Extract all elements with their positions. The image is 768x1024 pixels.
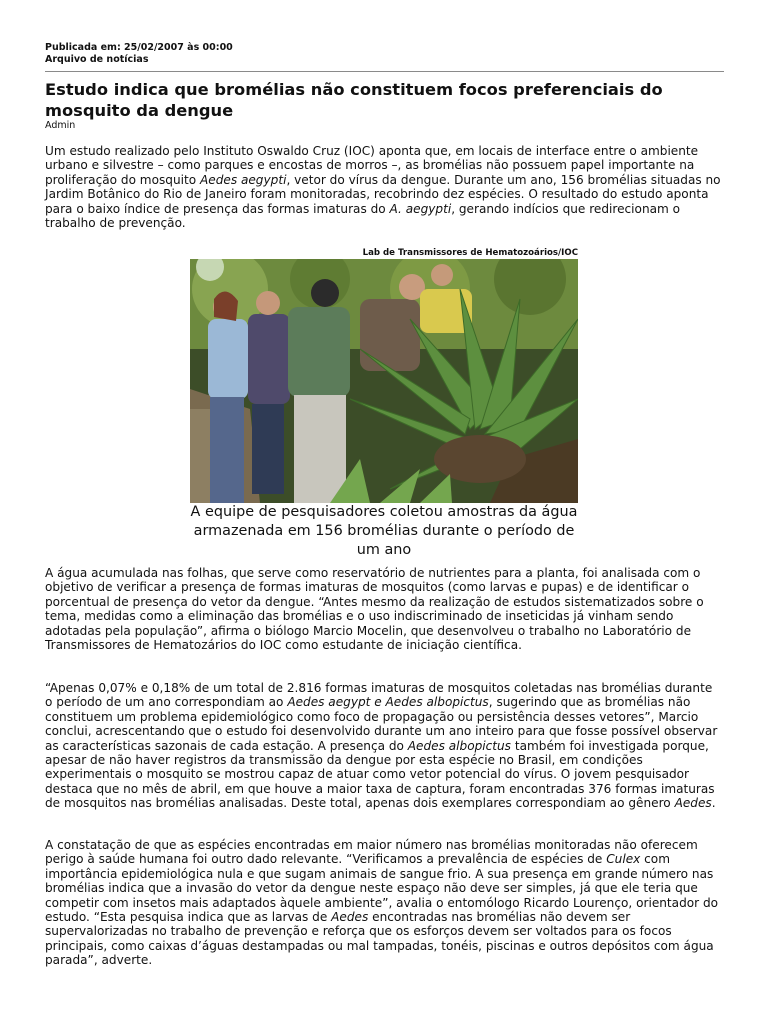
- paragraph-2: A água acumulada nas folhas, que serve como reservatório de nutrientes para a planta, foi analisada com o objetivo de verificar a presença de formas imaturas de mosquitos (como larvas e pupas) e de identificar o porcentual de presença do vetor da dengue. “Antes mesmo da realização de estudos sistematizados sobre o tema, medidas como a eliminação das bromélias e o uso indiscriminado de inseticidas já vinham sendo adotadas pela população”, afirma o biólogo Marcio Mocelin, que desenvolveu o trabalho no Laboratório de Transmissores de Hematozários do IOC como estudante de iniciação científica.: [45, 566, 704, 653]
- article-meta: [45, 42, 233, 65]
- publish-date: Publicada em: 25/02/2007 às 00:00: [45, 42, 233, 53]
- researchers-bromeliads-photo: [190, 259, 578, 503]
- archive-label: Arquivo de notícias: [45, 53, 149, 65]
- paragraph-3: “Apenas 0,07% e 0,18% de um total de 2.816 formas imaturas de mosquitos coletadas nas bromélias durante o período de um ano correspondiam ao Aedes aegypt e Aedes albopictus, sugerindo que as bromélias não constituem um problema epidemiológico como foco de propagação ou persistência desses vetores”, Marcio conclui, acrescentando que o estudo foi desenvolvido durante um ano inteiro para que fosse possível observar as características sazonais de cada estação. A presença do Aedes albopictus também foi investigada porque, apesar de não haver registros da transmissão da dengue por esta espécie no Brasil, em condições experimentais o mosquito se mostrou capaz de atuar como vetor potencial do vírus. O jovem pesquisador destaca que no mês de abril, em que houve a maior taxa de captura, foram encontradas 376 formas imaturas de mosquitos nas bromélias analisadas. Deste total, apenas dois exemplares correspondiam ao gênero Aedes.: [45, 681, 718, 811]
- article-author: Admin: [45, 120, 76, 131]
- photo-credit: Lab de Transmissores de Hematozoários/IOC: [362, 248, 578, 258]
- article-photo: [190, 259, 578, 503]
- header-divider: [45, 71, 724, 72]
- article-title: Estudo indica que bromélias não constituem focos preferenciais do mosquito da dengue: [45, 80, 663, 120]
- photo-caption: A equipe de pesquisadores coletou amostras da água armazenada em 156 bromélias durante o período de um ano: [190, 504, 578, 558]
- paragraph-4: A constatação de que as espécies encontradas em maior número nas bromélias monitoradas não oferecem perigo à saúde humana foi outro dado relevante. “Verificamos a prevalência de espécies de Culex com importância epidemiológica nula e que sugam animais de sangue frio. A sua presença em grande número nas bromélias indica que a invasão do vetor da dengue neste espaço não deve ser simples, já que ele teria que competir com insetos mais adaptados àquele ambiente”, avalia o entomólogo Ricardo Lourenço, orientador do estudo. “Esta pesquisa indica que as larvas de Aedes encontradas nas bromélias não devem ser supervalorizadas no trabalho de prevenção e reforça que os esforços devem ser voltados para os focos principais, como caixas d’águas destampadas ou mal tampadas, tonéis, piscinas e outros depósitos com água parada”, adverte.: [45, 838, 719, 968]
- paragraph-1: Um estudo realizado pelo Instituto Oswaldo Cruz (IOC) aponta que, em locais de interface entre o ambiente urbano e silvestre – como parques e encostas de morros –, as bromélias não possuem papel importante na proliferação do mosquito Aedes aegypti, vetor do vírus da dengue. Durante um ano, 156 bromélias situadas no Jardim Botânico do Rio de Janeiro foram monitoradas, recobrindo dez espécies. O resultado do estudo aponta para o baixo índice de presença das formas imaturas do A. aegypti, gerando indícios que redirecionam o trabalho de prevenção.: [45, 144, 721, 231]
